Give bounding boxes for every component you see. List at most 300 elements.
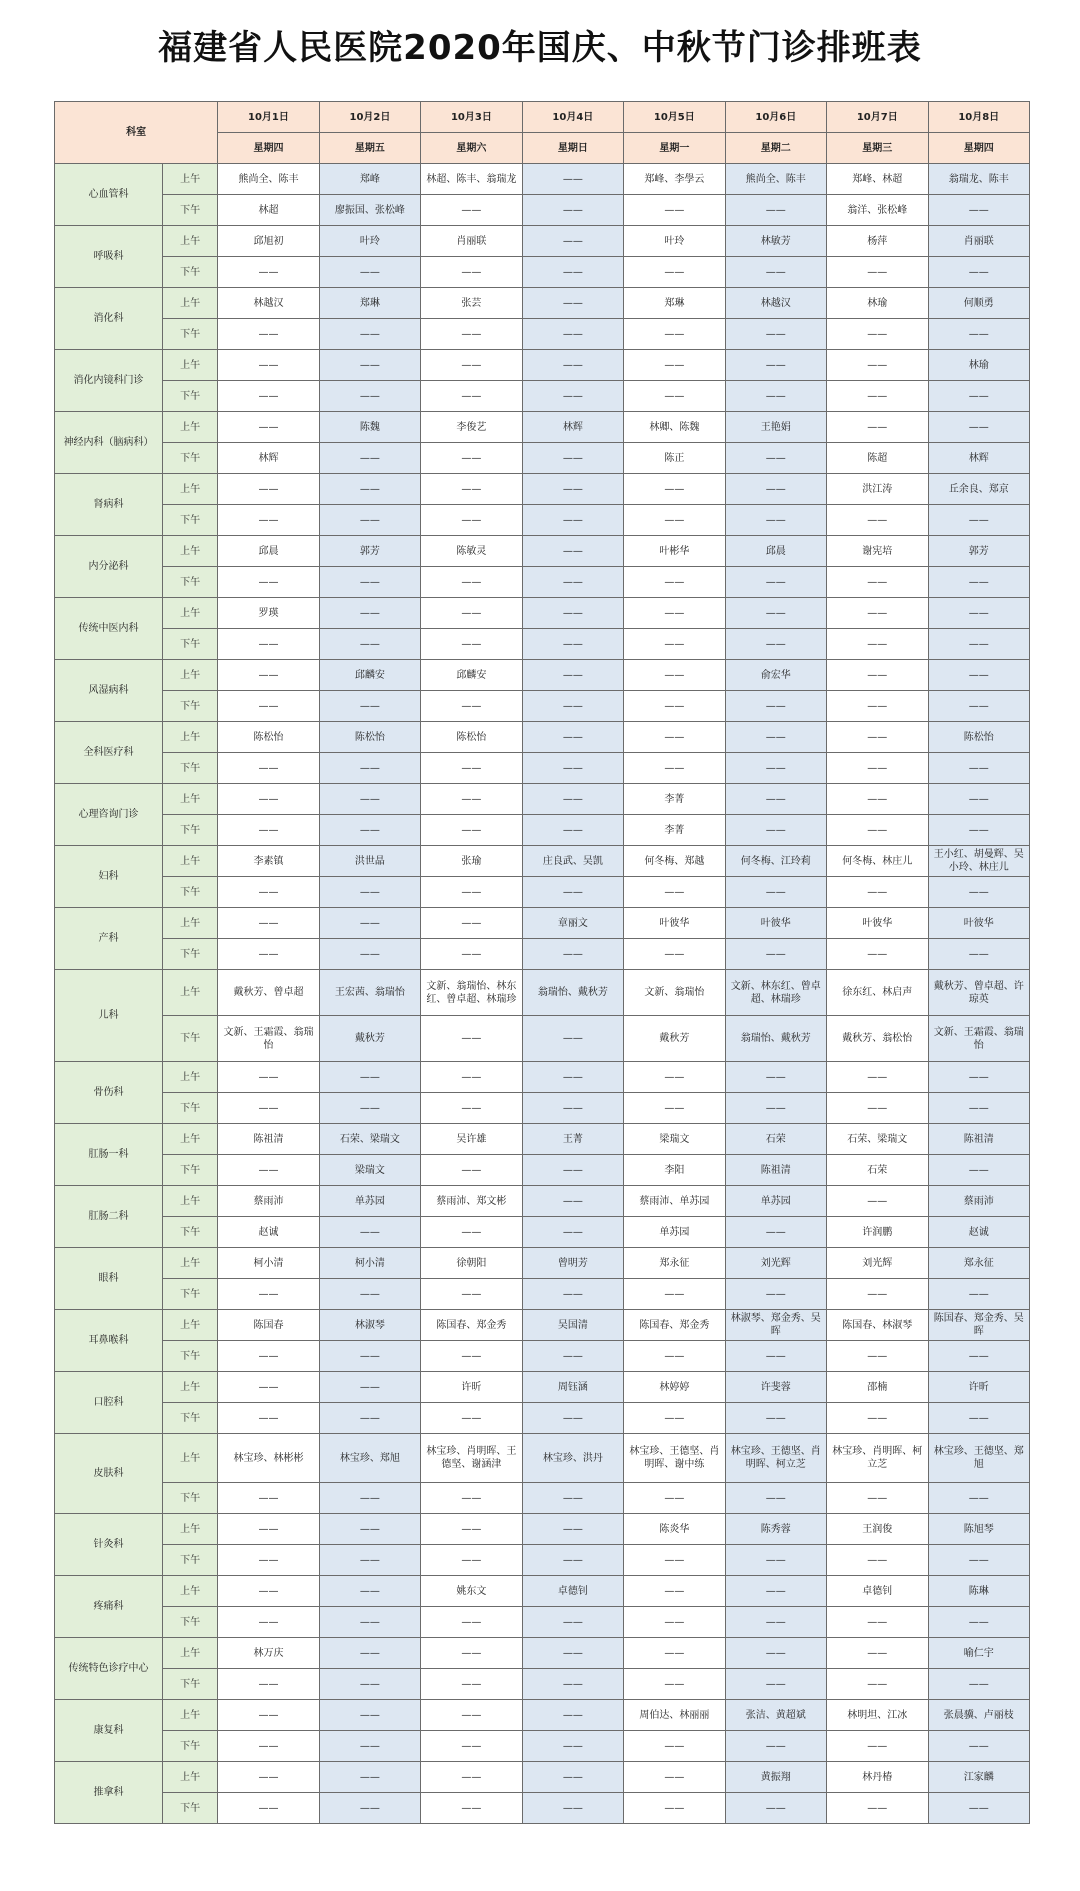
table-row <box>55 1403 1030 1434</box>
doctor-cell: —— <box>725 1062 826 1093</box>
doctor-cell: —— <box>319 1483 420 1514</box>
doctor-cell: —— <box>218 257 319 288</box>
doctor-cell: —— <box>218 660 319 691</box>
doctor-cell: —— <box>421 815 522 846</box>
morning-label: 上午 <box>163 660 218 691</box>
table-row <box>55 195 1030 226</box>
doctor-cell: 陈松怡 <box>218 722 319 753</box>
doctor-cell: —— <box>827 784 928 815</box>
dept-name: 妇科 <box>55 846 163 908</box>
doctor-cell: 郭芳 <box>928 536 1030 567</box>
doctor-cell: 周钰涵 <box>522 1372 623 1403</box>
doctor-cell: —— <box>522 195 623 226</box>
doctor-cell: —— <box>319 598 420 629</box>
afternoon-label: 下午 <box>163 691 218 722</box>
afternoon-label: 下午 <box>163 567 218 598</box>
doctor-cell: —— <box>522 164 623 195</box>
doctor-cell: 李菁 <box>624 784 725 815</box>
doctor-cell: —— <box>928 1669 1030 1700</box>
doctor-cell: —— <box>827 505 928 536</box>
morning-label: 上午 <box>163 164 218 195</box>
table-row <box>55 691 1030 722</box>
doctor-cell: 陈秀蓉 <box>725 1514 826 1545</box>
doctor-cell: —— <box>624 1638 725 1669</box>
weekday-cell: 星期一 <box>624 133 725 164</box>
doctor-cell: 梁瑞文 <box>624 1124 725 1155</box>
doctor-cell: 陈国春、郑金秀 <box>421 1310 522 1341</box>
doctor-cell: —— <box>522 815 623 846</box>
doctor-cell: —— <box>624 381 725 412</box>
table-row <box>55 1545 1030 1576</box>
afternoon-label: 下午 <box>163 1731 218 1762</box>
doctor-cell: —— <box>624 1403 725 1434</box>
table-row <box>55 1248 1030 1279</box>
doctor-cell: —— <box>725 505 826 536</box>
doctor-cell: 陈敏灵 <box>421 536 522 567</box>
date-row <box>55 102 1030 133</box>
doctor-cell: —— <box>624 1793 725 1824</box>
doctor-cell: —— <box>421 1545 522 1576</box>
doctor-cell: —— <box>624 1576 725 1607</box>
doctor-cell: 江家麟 <box>928 1762 1030 1793</box>
afternoon-label: 下午 <box>163 1217 218 1248</box>
doctor-cell: —— <box>522 1186 623 1217</box>
doctor-cell: 叶彼华 <box>624 908 725 939</box>
doctor-cell: —— <box>522 1669 623 1700</box>
doctor-cell: 罗瑛 <box>218 598 319 629</box>
doctor-cell: —— <box>725 1217 826 1248</box>
doctor-cell: —— <box>319 691 420 722</box>
doctor-cell: 陈国春、郑金秀 <box>624 1310 725 1341</box>
doctor-cell: —— <box>218 1514 319 1545</box>
doctor-cell: 林辉 <box>218 443 319 474</box>
doctor-cell: —— <box>624 474 725 505</box>
doctor-cell: —— <box>827 722 928 753</box>
doctor-cell: —— <box>522 753 623 784</box>
doctor-cell: —— <box>522 1700 623 1731</box>
doctor-cell: —— <box>421 908 522 939</box>
doctor-cell: —— <box>522 1093 623 1124</box>
doctor-cell: 戴秋芳 <box>319 1016 420 1062</box>
doctor-cell: 王润俊 <box>827 1514 928 1545</box>
doctor-cell: 何冬梅、林庄儿 <box>827 846 928 877</box>
dept-name: 神经内科（脑病科） <box>55 412 163 474</box>
doctor-cell: 文新、翁瑞怡、林东红、曾卓超、林瑞珍 <box>421 970 522 1016</box>
dept-name: 儿科 <box>55 970 163 1062</box>
afternoon-label: 下午 <box>163 1155 218 1186</box>
doctor-cell: 邱麟安 <box>319 660 420 691</box>
doctor-cell: —— <box>928 629 1030 660</box>
doctor-cell: —— <box>725 1669 826 1700</box>
doctor-cell: 石荣 <box>827 1155 928 1186</box>
doctor-cell: —— <box>421 1341 522 1372</box>
morning-label: 上午 <box>163 1310 218 1341</box>
doctor-cell: 陈国春、郑金秀、吴晖 <box>928 1310 1030 1341</box>
dept-name: 心理咨询门诊 <box>55 784 163 846</box>
doctor-cell: 张瑜 <box>421 846 522 877</box>
doctor-cell: —— <box>928 815 1030 846</box>
doctor-cell: 何顺勇 <box>928 288 1030 319</box>
doctor-cell: 林瑜 <box>928 350 1030 381</box>
doctor-cell: —— <box>725 629 826 660</box>
doctor-cell: 林淑琴、郑金秀、吴晖 <box>725 1310 826 1341</box>
doctor-cell: —— <box>218 691 319 722</box>
doctor-cell: —— <box>725 1731 826 1762</box>
doctor-cell: —— <box>928 1062 1030 1093</box>
doctor-cell: —— <box>522 691 623 722</box>
doctor-cell: —— <box>522 1403 623 1434</box>
doctor-cell: —— <box>624 629 725 660</box>
doctor-cell: —— <box>522 1341 623 1372</box>
dept-name: 肾病科 <box>55 474 163 536</box>
table-row <box>55 1607 1030 1638</box>
doctor-cell: 文新、林东红、曾卓超、林瑞珍 <box>725 970 826 1016</box>
doctor-cell: 林婷婷 <box>624 1372 725 1403</box>
doctor-cell: —— <box>624 1341 725 1372</box>
morning-label: 上午 <box>163 1576 218 1607</box>
table-row <box>55 412 1030 443</box>
doctor-cell: —— <box>928 1341 1030 1372</box>
doctor-cell: —— <box>522 288 623 319</box>
doctor-cell: —— <box>725 319 826 350</box>
doctor-cell: —— <box>421 443 522 474</box>
dept-name: 耳鼻喉科 <box>55 1310 163 1372</box>
doctor-cell: 单苏园 <box>725 1186 826 1217</box>
table-row <box>55 815 1030 846</box>
doctor-cell: —— <box>928 660 1030 691</box>
doctor-cell: —— <box>218 1607 319 1638</box>
doctor-cell: —— <box>522 443 623 474</box>
doctor-cell: 曾明芳 <box>522 1248 623 1279</box>
doctor-cell: —— <box>319 1669 420 1700</box>
doctor-cell: 林宝珍、肖明晖、柯立芝 <box>827 1434 928 1483</box>
doctor-cell: 俞宏华 <box>725 660 826 691</box>
doctor-cell: 刘光辉 <box>725 1248 826 1279</box>
doctor-cell: —— <box>725 722 826 753</box>
doctor-cell: 吴国清 <box>522 1310 623 1341</box>
doctor-cell: —— <box>421 257 522 288</box>
doctor-cell: —— <box>624 753 725 784</box>
doctor-cell: —— <box>522 1514 623 1545</box>
doctor-cell: —— <box>421 1514 522 1545</box>
doctor-cell: —— <box>218 784 319 815</box>
doctor-cell: 蔡雨沛、郑文彬 <box>421 1186 522 1217</box>
afternoon-label: 下午 <box>163 877 218 908</box>
doctor-cell: 蔡雨沛 <box>928 1186 1030 1217</box>
table-row <box>55 1186 1030 1217</box>
doctor-cell: 丘余良、郑京 <box>928 474 1030 505</box>
doctor-cell: —— <box>928 1607 1030 1638</box>
doctor-cell: —— <box>725 1607 826 1638</box>
doctor-cell: 邱晨 <box>218 536 319 567</box>
doctor-cell: —— <box>421 1483 522 1514</box>
doctor-cell: —— <box>218 877 319 908</box>
doctor-cell: 翁洋、张松峰 <box>827 195 928 226</box>
doctor-cell: 许润鹏 <box>827 1217 928 1248</box>
doctor-cell: —— <box>218 1372 319 1403</box>
doctor-cell: —— <box>421 1731 522 1762</box>
doctor-cell: 李菁 <box>624 815 725 846</box>
doctor-cell: —— <box>421 350 522 381</box>
doctor-cell: —— <box>725 877 826 908</box>
doctor-cell: —— <box>928 1155 1030 1186</box>
doctor-cell: 洪江涛 <box>827 474 928 505</box>
doctor-cell: —— <box>624 1279 725 1310</box>
doctor-cell: —— <box>928 412 1030 443</box>
doctor-cell: 王菁 <box>522 1124 623 1155</box>
doctor-cell: —— <box>319 1093 420 1124</box>
doctor-cell: —— <box>319 753 420 784</box>
afternoon-label: 下午 <box>163 815 218 846</box>
doctor-cell: —— <box>522 1731 623 1762</box>
doctor-cell: 林卿、陈魏 <box>624 412 725 443</box>
morning-label: 上午 <box>163 1638 218 1669</box>
doctor-cell: —— <box>522 1155 623 1186</box>
doctor-cell: —— <box>421 505 522 536</box>
dept-name: 针灸科 <box>55 1514 163 1576</box>
doctor-cell: —— <box>319 350 420 381</box>
doctor-cell: —— <box>725 1403 826 1434</box>
table-row <box>55 1434 1030 1483</box>
doctor-cell: —— <box>522 598 623 629</box>
date-cell: 10月4日 <box>522 102 623 133</box>
morning-label: 上午 <box>163 350 218 381</box>
doctor-cell: —— <box>725 474 826 505</box>
table-row <box>55 567 1030 598</box>
doctor-cell: —— <box>725 1341 826 1372</box>
doctor-cell: —— <box>624 1483 725 1514</box>
doctor-cell: —— <box>522 226 623 257</box>
doctor-cell: —— <box>827 753 928 784</box>
morning-label: 上午 <box>163 474 218 505</box>
doctor-cell: 文新、翁瑞怡 <box>624 970 725 1016</box>
doctor-cell: —— <box>218 1155 319 1186</box>
doctor-cell: —— <box>928 567 1030 598</box>
doctor-cell: —— <box>827 412 928 443</box>
table-row <box>55 722 1030 753</box>
morning-label: 上午 <box>163 288 218 319</box>
doctor-cell: —— <box>624 350 725 381</box>
doctor-cell: 吴许雄 <box>421 1124 522 1155</box>
doctor-cell: 郑琳 <box>624 288 725 319</box>
table-row <box>55 908 1030 939</box>
doctor-cell: 郭芳 <box>319 536 420 567</box>
doctor-cell: —— <box>218 412 319 443</box>
doctor-cell: 叶彼华 <box>725 908 826 939</box>
doctor-cell: —— <box>522 536 623 567</box>
doctor-cell: 林淑琴 <box>319 1310 420 1341</box>
doctor-cell: —— <box>827 1093 928 1124</box>
doctor-cell: —— <box>218 1669 319 1700</box>
doctor-cell: 文新、王霜霞、翁瑞怡 <box>218 1016 319 1062</box>
table-row <box>55 226 1030 257</box>
doctor-cell: 赵诚 <box>218 1217 319 1248</box>
doctor-cell: 陈松怡 <box>421 722 522 753</box>
morning-label: 上午 <box>163 722 218 753</box>
doctor-cell: —— <box>319 1217 420 1248</box>
dept-name: 全科医疗科 <box>55 722 163 784</box>
afternoon-label: 下午 <box>163 1545 218 1576</box>
doctor-cell: 陈魏 <box>319 412 420 443</box>
dept-name: 消化内镜科门诊 <box>55 350 163 412</box>
morning-label: 上午 <box>163 1372 218 1403</box>
doctor-cell: —— <box>827 567 928 598</box>
doctor-cell: 陈国春 <box>218 1310 319 1341</box>
doctor-cell: 廖振国、张松峰 <box>319 195 420 226</box>
date-cell: 10月8日 <box>928 102 1030 133</box>
doctor-cell: —— <box>319 505 420 536</box>
dept-name: 疼痛科 <box>55 1576 163 1638</box>
doctor-cell: —— <box>218 567 319 598</box>
dept-name: 皮肤科 <box>55 1434 163 1514</box>
dept-name: 产科 <box>55 908 163 970</box>
dept-name: 推拿科 <box>55 1762 163 1824</box>
afternoon-label: 下午 <box>163 1607 218 1638</box>
doctor-cell: 肖丽联 <box>421 226 522 257</box>
doctor-cell: 陈国春、林淑琴 <box>827 1310 928 1341</box>
weekday-cell: 星期二 <box>725 133 826 164</box>
doctor-cell: 林宝珍、王德坚、肖明晖、谢中练 <box>624 1434 725 1483</box>
doctor-cell: —— <box>928 877 1030 908</box>
doctor-cell: 卓德钊 <box>827 1576 928 1607</box>
doctor-cell: —— <box>218 629 319 660</box>
table-row <box>55 288 1030 319</box>
doctor-cell: —— <box>319 381 420 412</box>
doctor-cell: —— <box>725 567 826 598</box>
doctor-cell: 陈正 <box>624 443 725 474</box>
doctor-cell: 许昕 <box>928 1372 1030 1403</box>
doctor-cell: 洪世晶 <box>319 846 420 877</box>
dept-name: 骨伤科 <box>55 1062 163 1124</box>
doctor-cell: —— <box>319 1403 420 1434</box>
doctor-cell: —— <box>827 350 928 381</box>
doctor-cell: —— <box>725 753 826 784</box>
table-row <box>55 1279 1030 1310</box>
doctor-cell: —— <box>319 567 420 598</box>
morning-label: 上午 <box>163 1248 218 1279</box>
doctor-cell: 叶玲 <box>624 226 725 257</box>
doctor-cell: —— <box>725 443 826 474</box>
table-row <box>55 629 1030 660</box>
doctor-cell: 林宝珍、肖明晖、王德坚、谢涵津 <box>421 1434 522 1483</box>
table-row <box>55 1762 1030 1793</box>
doctor-cell: 叶彼华 <box>827 908 928 939</box>
doctor-cell: —— <box>421 598 522 629</box>
doctor-cell: 石荣、梁瑞文 <box>319 1124 420 1155</box>
doctor-cell: —— <box>827 1062 928 1093</box>
table-row <box>55 1483 1030 1514</box>
doctor-cell: 林宝珍、洪丹 <box>522 1434 623 1483</box>
dept-name: 康复科 <box>55 1700 163 1762</box>
doctor-cell: —— <box>928 1545 1030 1576</box>
doctor-cell: —— <box>928 1731 1030 1762</box>
doctor-cell: 邱旭初 <box>218 226 319 257</box>
doctor-cell: 肖丽联 <box>928 226 1030 257</box>
doctor-cell: —— <box>827 629 928 660</box>
doctor-cell: 梁瑞文 <box>319 1155 420 1186</box>
morning-label: 上午 <box>163 412 218 443</box>
doctor-cell: —— <box>421 1155 522 1186</box>
doctor-cell: —— <box>421 1700 522 1731</box>
doctor-cell: 许斐蓉 <box>725 1372 826 1403</box>
doctor-cell: —— <box>725 1545 826 1576</box>
doctor-cell: 单苏园 <box>319 1186 420 1217</box>
doctor-cell: —— <box>319 784 420 815</box>
doctor-cell: —— <box>319 1762 420 1793</box>
doctor-cell: 陈炎华 <box>624 1514 725 1545</box>
doctor-cell: —— <box>218 1576 319 1607</box>
morning-label: 上午 <box>163 598 218 629</box>
doctor-cell: —— <box>218 1731 319 1762</box>
doctor-cell: 林宝珍、王德坚、肖明晖、柯立芝 <box>725 1434 826 1483</box>
weekday-cell: 星期五 <box>319 133 420 164</box>
doctor-cell: —— <box>624 691 725 722</box>
doctor-cell: —— <box>522 1062 623 1093</box>
doctor-cell: —— <box>725 815 826 846</box>
doctor-cell: —— <box>522 1638 623 1669</box>
doctor-cell: —— <box>421 381 522 412</box>
doctor-cell: 卓德钊 <box>522 1576 623 1607</box>
doctor-cell: —— <box>624 722 725 753</box>
afternoon-label: 下午 <box>163 753 218 784</box>
doctor-cell: 郑永征 <box>928 1248 1030 1279</box>
doctor-cell: 王小红、胡曼辉、吴小玲、林庄儿 <box>928 846 1030 877</box>
table-row <box>55 443 1030 474</box>
doctor-cell: 何冬梅、江玲莉 <box>725 846 826 877</box>
doctor-cell: —— <box>624 939 725 970</box>
doctor-cell: 文新、王霜霞、翁瑞怡 <box>928 1016 1030 1062</box>
doctor-cell: —— <box>522 660 623 691</box>
doctor-cell: 林辉 <box>928 443 1030 474</box>
doctor-cell: 杨萍 <box>827 226 928 257</box>
doctor-cell: —— <box>218 474 319 505</box>
doctor-cell: —— <box>522 567 623 598</box>
afternoon-label: 下午 <box>163 1669 218 1700</box>
doctor-cell: —— <box>319 474 420 505</box>
afternoon-label: 下午 <box>163 443 218 474</box>
doctor-cell: —— <box>522 877 623 908</box>
doctor-cell: 林超 <box>218 195 319 226</box>
doctor-cell: —— <box>725 1638 826 1669</box>
doctor-cell: —— <box>725 381 826 412</box>
doctor-cell: —— <box>624 505 725 536</box>
doctor-cell: —— <box>218 350 319 381</box>
afternoon-label: 下午 <box>163 1483 218 1514</box>
doctor-cell: —— <box>218 939 319 970</box>
morning-label: 上午 <box>163 1124 218 1155</box>
doctor-cell: —— <box>827 1483 928 1514</box>
doctor-cell: —— <box>319 1576 420 1607</box>
doctor-cell: 郑峰、李學云 <box>624 164 725 195</box>
doctor-cell: 叶彼华 <box>928 908 1030 939</box>
doctor-cell: 柯小清 <box>218 1248 319 1279</box>
table-row <box>55 877 1030 908</box>
afternoon-label: 下午 <box>163 257 218 288</box>
doctor-cell: 李素镇 <box>218 846 319 877</box>
doctor-cell: —— <box>421 1762 522 1793</box>
morning-label: 上午 <box>163 226 218 257</box>
doctor-cell: —— <box>421 1793 522 1824</box>
doctor-cell: 郑峰、林超 <box>827 164 928 195</box>
table-row <box>55 1669 1030 1700</box>
doctor-cell: —— <box>522 474 623 505</box>
doctor-cell: —— <box>522 1607 623 1638</box>
table-row <box>55 1217 1030 1248</box>
table-row <box>55 505 1030 536</box>
doctor-cell: —— <box>218 1403 319 1434</box>
doctor-cell: 石荣、梁瑞文 <box>827 1124 928 1155</box>
schedule-table <box>54 101 1030 1824</box>
